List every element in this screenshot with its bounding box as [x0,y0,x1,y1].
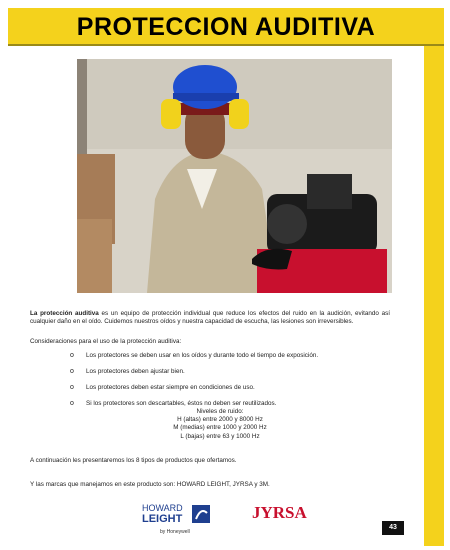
list-item [70,384,390,400]
logo-line1: HOWARD [142,503,183,513]
yellow-side-bar [424,46,444,546]
intro-paragraph [30,310,390,327]
logo-sub: by Honeywell [160,529,190,535]
bullet-marker: o [70,368,74,375]
considerations-title: Consideraciones para el uso de la protección auditiva: [30,338,182,345]
title-bar [8,8,444,46]
jyrsa-logo [250,501,330,523]
products-intro: A continuación les presentaremos los 8 tipos de productos que ofertamos. [30,457,237,464]
noise-levels [120,408,320,441]
brands-line: Y las marcas que manejamos en este producto son: HOWARD LEIGHT, JYRSA y 3M. [30,481,270,488]
jyrsa-text: JYRSA [252,503,307,522]
list-item [70,368,390,384]
noise-level-line: M (medias) entre 1000 y 2000 Hz [173,424,267,432]
bullet-marker: o [70,384,74,391]
howard-leight-logo [142,501,214,537]
logo-line2: LEIGHT [142,513,183,525]
intro-text: es un equipo de protección individual que reduce los efectos del ruido en la audición, evitando así cualquier daño en el oído. Cuidemos nuestros oídos y nuestra capacidad de escucha, las lesiones son irreversibles. [30,310,390,326]
list-item-text: Si los protectores son descartables, éstos no deben ser reutilizados. [86,400,277,407]
list-item-text: Los protectores deben ajustar bien. [86,368,185,375]
list-item-text: Los protectores se deben usar en los oídos y durante todo el tiempo de exposición. [86,352,319,359]
page-number: 43 [382,521,404,535]
noise-levels-heading: Niveles de ruido: [196,408,244,415]
bullet-marker: o [70,352,74,359]
bullet-marker: o [70,400,74,407]
considerations-list [70,352,390,416]
list-item [70,352,390,368]
noise-level-line: L (bajas) entre 63 y 1000 Hz [180,432,260,440]
list-item-text: Los protectores deben estar siempre en condiciones de uso. [86,384,255,391]
noise-level-line: H (altas) entre 2000 y 8000 Hz [177,416,263,424]
worker-with-ear-protection-photo [77,59,392,293]
intro-bold-term: La protección auditiva [30,310,99,317]
page-title: PROTECCION AUDITIVA [76,13,376,41]
